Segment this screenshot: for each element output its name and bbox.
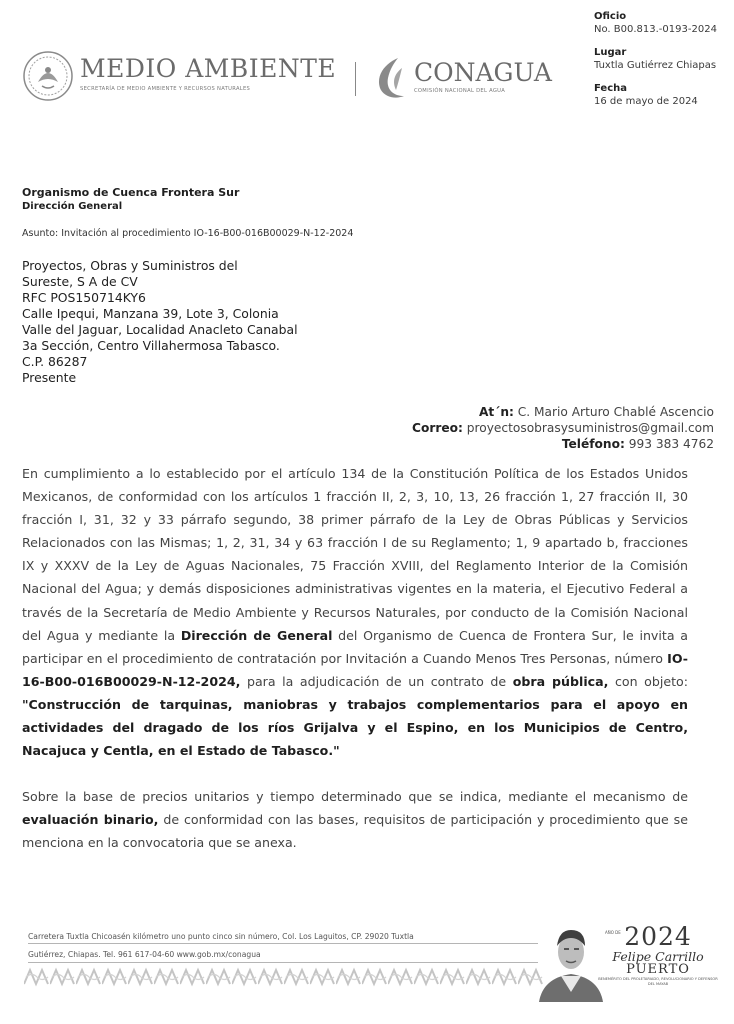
mexican-coat-of-arms-seal-icon [22, 50, 74, 102]
sender-block [22, 186, 239, 214]
badge-name-line-2: PUERTO [626, 962, 690, 977]
badge-name-line-1: Felipe Carrillo [612, 949, 704, 964]
attention-contact [412, 404, 714, 420]
badge-caption: BENEMÉRITO DEL PROLETARIADO, REVOLUCIONARIO Y DEFENSOR DEL MAYAB [598, 977, 718, 986]
attention-email [412, 420, 714, 436]
recipient-line: RFC POS150714KY6 [22, 290, 146, 305]
recipient-line: Presente [22, 370, 77, 385]
recipient-line: Valle del Jaguar, Localidad Anacleto Canabal [22, 322, 298, 337]
conagua-subtitle: COMISIÓN NACIONAL DEL AGUA [414, 88, 506, 94]
attention-block [412, 404, 714, 452]
attention-phone [412, 436, 714, 452]
felipe-carrillo-puerto-portrait-icon [535, 922, 607, 1002]
footer-line-1: Carretera Tuxtla Chicoasén kilómetro uno punto cinco sin número, Col. Los Laguitos, CP. 29020 Tuxtla [28, 932, 414, 941]
oficio-number: No. B00.813.-0193-2024 [594, 24, 717, 35]
letterhead-logos [22, 48, 562, 108]
decorative-pattern-band-icon [24, 966, 544, 988]
footer-line-2: Gutiérrez, Chiapas. Tel. 961 617-04-60 www.gob.mx/conagua [28, 950, 261, 959]
recipient-line: Calle Ipequi, Manzana 39, Lote 3, Colonia [22, 306, 279, 321]
lugar-value: Tuxtla Gutiérrez Chiapas [594, 60, 717, 71]
conagua-logo-icon [370, 54, 412, 102]
atn-label: At´n: [478, 405, 514, 419]
medio-ambiente-subtitle: SECRETARÍA DE MEDIO AMBIENTE Y RECURSOS NATURALES [80, 86, 251, 92]
document-meta [594, 10, 730, 108]
medio-ambiente-title: MEDIO AMBIENTE [80, 54, 337, 83]
correo-value: proyectosobrasysuministros@gmail.com [462, 421, 714, 435]
fecha-value: 16 de mayo de 2024 [594, 96, 698, 107]
telefono-label: Teléfono: [561, 437, 625, 451]
recipient-line: Proyectos, Obras y Suministros del [22, 258, 238, 273]
year-2024-badge [598, 924, 718, 986]
lugar-label: Lugar [594, 47, 627, 58]
body-paragraph-1: En cumplimiento a lo establecido por el artículo 134 de la Constitución Política de los Estados Unidos Mexicanos, de conformidad con los artículos 1 fracción II, 2, 3, 10, 13, 26 fracción 1, 27 fracción II, 30 fracción I, 31, 32 y 33 párrafo segundo, 38 primer párrafo de la Ley de Obras Públicas y Servicios Relacionados con las Mismas; 1, 2, 31, 34 y 63 fracción I de su Reglamento; 1, 9 apartado b, fracciones IX y XXXV de la Ley de Aguas Nacionales, 75 Fracción XVIII, del Reglamento Interior de la Comisión Nacional del Agua; y demás disposiciones administrativas vigentes en la materia, el Ejecutivo Federal a través de la Secretaría de Medio Ambiente y Recursos Naturales, por conducto de la Comisión Nacional del Agua y mediante la Dirección de General del Organismo de Cuenca de Frontera Sur, le invita a participar en el procedimiento de contratación por Invitación a Cuando Menos Tres Personas, número IO-16-B00-016B00029-N-12-2024, para la adjudicación de un contrato de obra pública, con objeto: "Construcción de tarquinas, maniobras y trabajos complementarios para el apoyo en actividades del dragado de los ríos Grijalva y el Espino, en los Municipios de Centro, Nacajuca y Centla, en el Estado de Tabasco." [22, 466, 688, 759]
conagua-title: CONAGUA [414, 58, 552, 87]
footer-address [28, 928, 414, 964]
oficio-label: Oficio [594, 11, 627, 22]
subject-line: Asunto: Invitación al procedimiento IO-16-B00-016B00029-N-12-2024 [22, 228, 354, 239]
footer-divider [28, 962, 538, 963]
footer-divider [28, 943, 538, 944]
recipient-line: C.P. 86287 [22, 354, 88, 369]
correo-label: Correo: [412, 421, 463, 435]
body-paragraph-2: Sobre la base de precios unitarios y tiempo determinado que se indica, mediante el mecanismo de evaluación binario, de conformidad con las bases, requisitos de participación y procedimiento que se menciona en la convocatoria que se anexa. [22, 789, 688, 851]
badge-year: 2024 [624, 922, 692, 951]
recipient-line: 3a Sección, Centro Villahermosa Tabasco. [22, 338, 280, 353]
sender-department: Dirección General [22, 201, 123, 212]
atn-value: C. Mario Arturo Chablé Ascencio [513, 405, 714, 419]
recipient-address [22, 258, 298, 386]
badge-anio-de: AÑO DE [605, 930, 621, 935]
sender-organization: Organismo de Cuenca Frontera Sur [22, 186, 240, 199]
recipient-line: Sureste, S A de CV [22, 274, 138, 289]
fecha-label: Fecha [594, 83, 628, 94]
letter-body [22, 462, 688, 855]
telefono-value: 993 383 4762 [624, 437, 714, 451]
logo-divider [355, 62, 356, 96]
